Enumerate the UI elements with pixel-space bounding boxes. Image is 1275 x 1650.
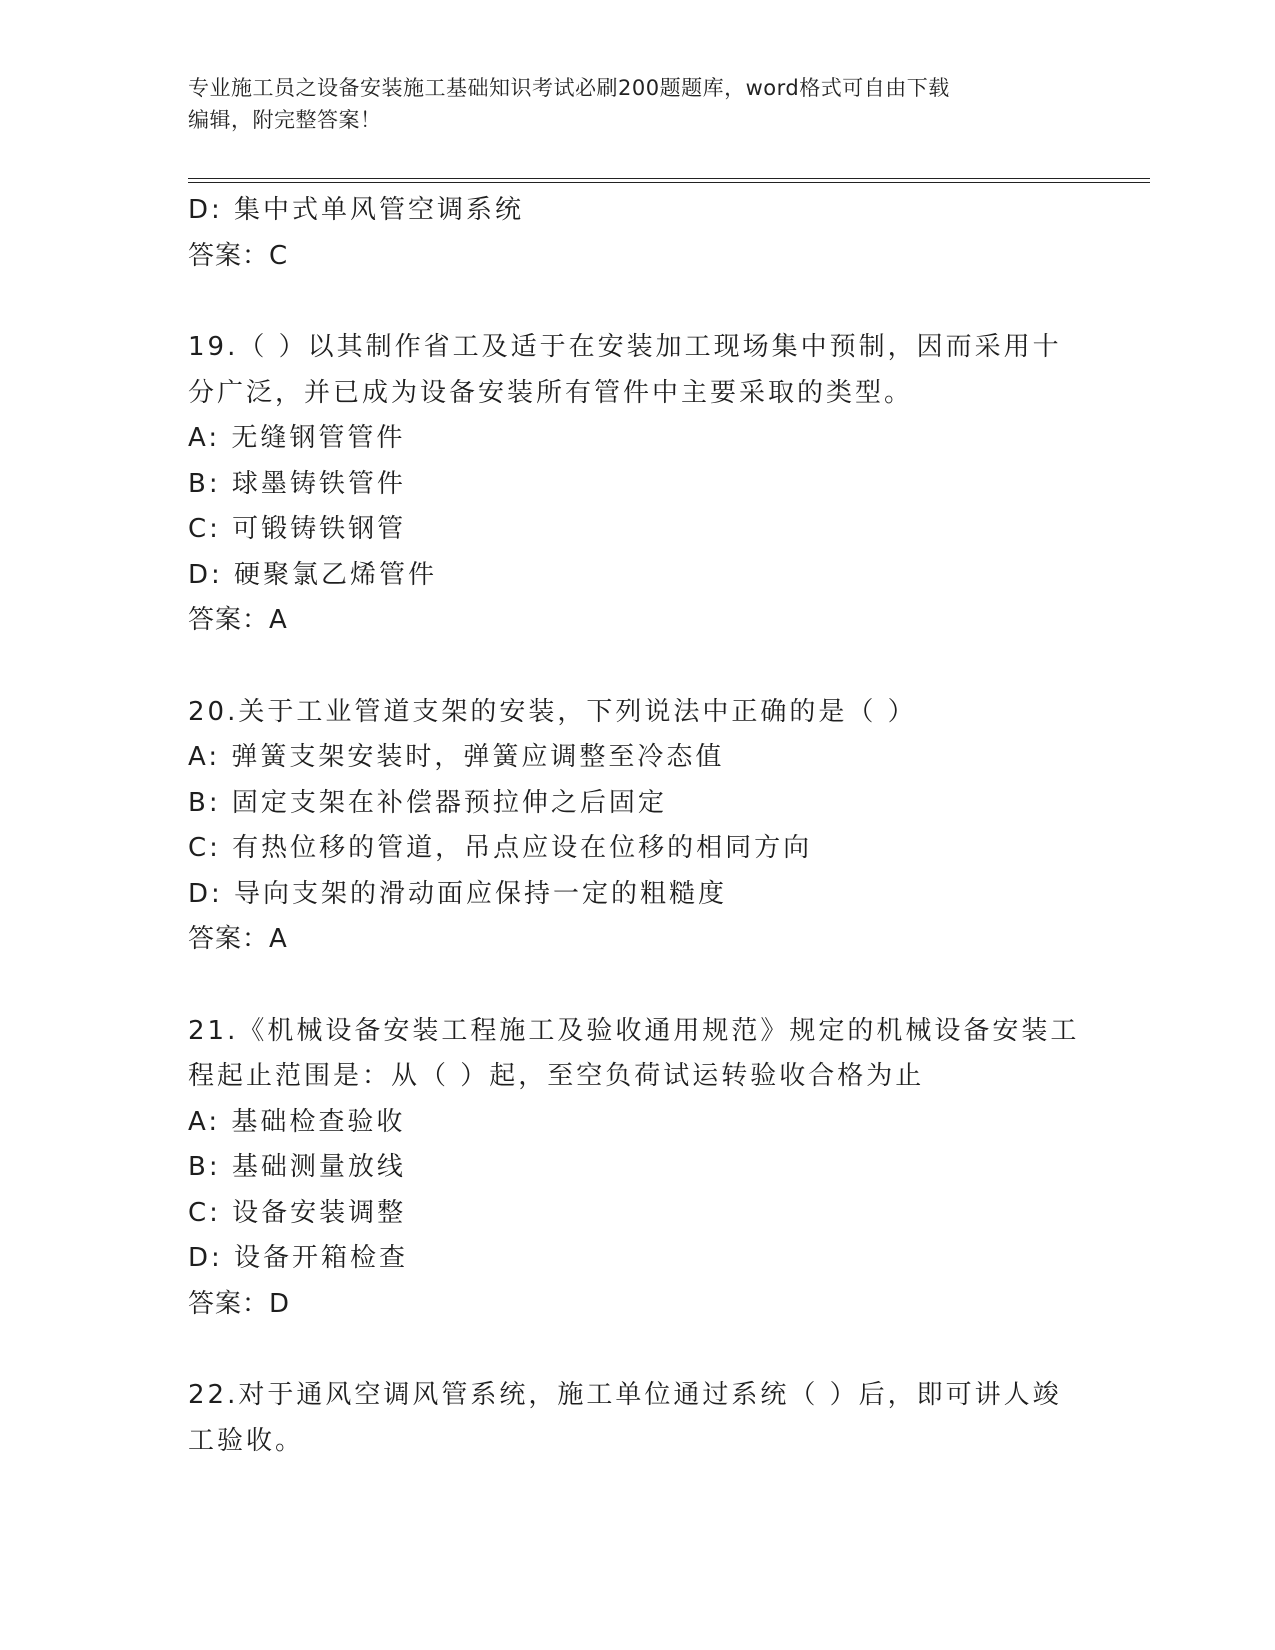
option-c: C: 有热位移的管道，吊点应设在位移的相同方向 <box>188 833 813 863</box>
header-line-1: 专业施工员之设备安装施工基础知识考试必刷200题题库，word格式可自由下载 <box>188 76 950 100</box>
spacer <box>188 1327 1088 1373</box>
answer: 答案：C <box>188 240 289 271</box>
question-19 <box>188 325 1088 644</box>
spacer <box>188 644 1088 690</box>
question-stem: 19.（ ）以其制作省工及适于在安装加工现场集中预制，因而采用十 <box>188 332 1062 362</box>
question-22 <box>188 1373 1088 1464</box>
header-line-2: 编辑，附完整答案！ <box>188 108 382 132</box>
question-21 <box>188 1009 1088 1328</box>
option-d: D: 导向支架的滑动面应保持一定的粗糙度 <box>188 878 728 909</box>
answer: 答案：D <box>188 1288 291 1319</box>
option-b: B: 球墨铸铁管件 <box>188 468 406 499</box>
option-d: D: 集中式单风管空调系统 <box>188 195 525 225</box>
option-c: C: 可锻铸铁钢管 <box>188 514 407 544</box>
option-d: D: 硬聚氯乙烯管件 <box>188 559 438 590</box>
option-b: B: 基础测量放线 <box>188 1152 406 1182</box>
option-a: A: 无缝钢管管件 <box>188 423 406 453</box>
question-stem: 工验收。 <box>188 1425 305 1456</box>
spacer <box>188 963 1088 1009</box>
question-list <box>188 188 1088 1464</box>
question-stem: 分广泛，并已成为设备安装所有管件中主要采取的类型。 <box>188 377 914 408</box>
option-a: A: 弹簧支架安装时，弹簧应调整至冷态值 <box>188 742 725 772</box>
question-stem: 20.关于工业管道支架的安装，下列说法中正确的是（ ） <box>188 696 917 727</box>
question-stem: 21.《机械设备安装工程施工及验收通用规范》规定的机械设备安装工 <box>188 1015 1080 1046</box>
question-stem: 22.对于通风空调风管系统，施工单位通过系统（ ）后，即可讲人竣 <box>188 1380 1062 1410</box>
question-18-tail <box>188 188 1088 279</box>
question-20 <box>188 690 1088 963</box>
header-divider-bottom <box>188 182 1150 183</box>
option-a: A: 基础检查验收 <box>188 1106 406 1137</box>
option-b: B: 固定支架在补偿器预拉伸之后固定 <box>188 787 667 818</box>
option-c: C: 设备安装调整 <box>188 1197 407 1228</box>
option-d: D: 设备开箱检查 <box>188 1243 409 1273</box>
answer: 答案：A <box>188 605 288 635</box>
spacer <box>188 279 1088 325</box>
answer: 答案：A <box>188 924 288 954</box>
question-stem: 程起止范围是：从（ ）起，至空负荷试运转验收合格为止 <box>188 1061 925 1091</box>
document-header <box>188 72 1068 136</box>
header-divider-top <box>188 178 1150 179</box>
